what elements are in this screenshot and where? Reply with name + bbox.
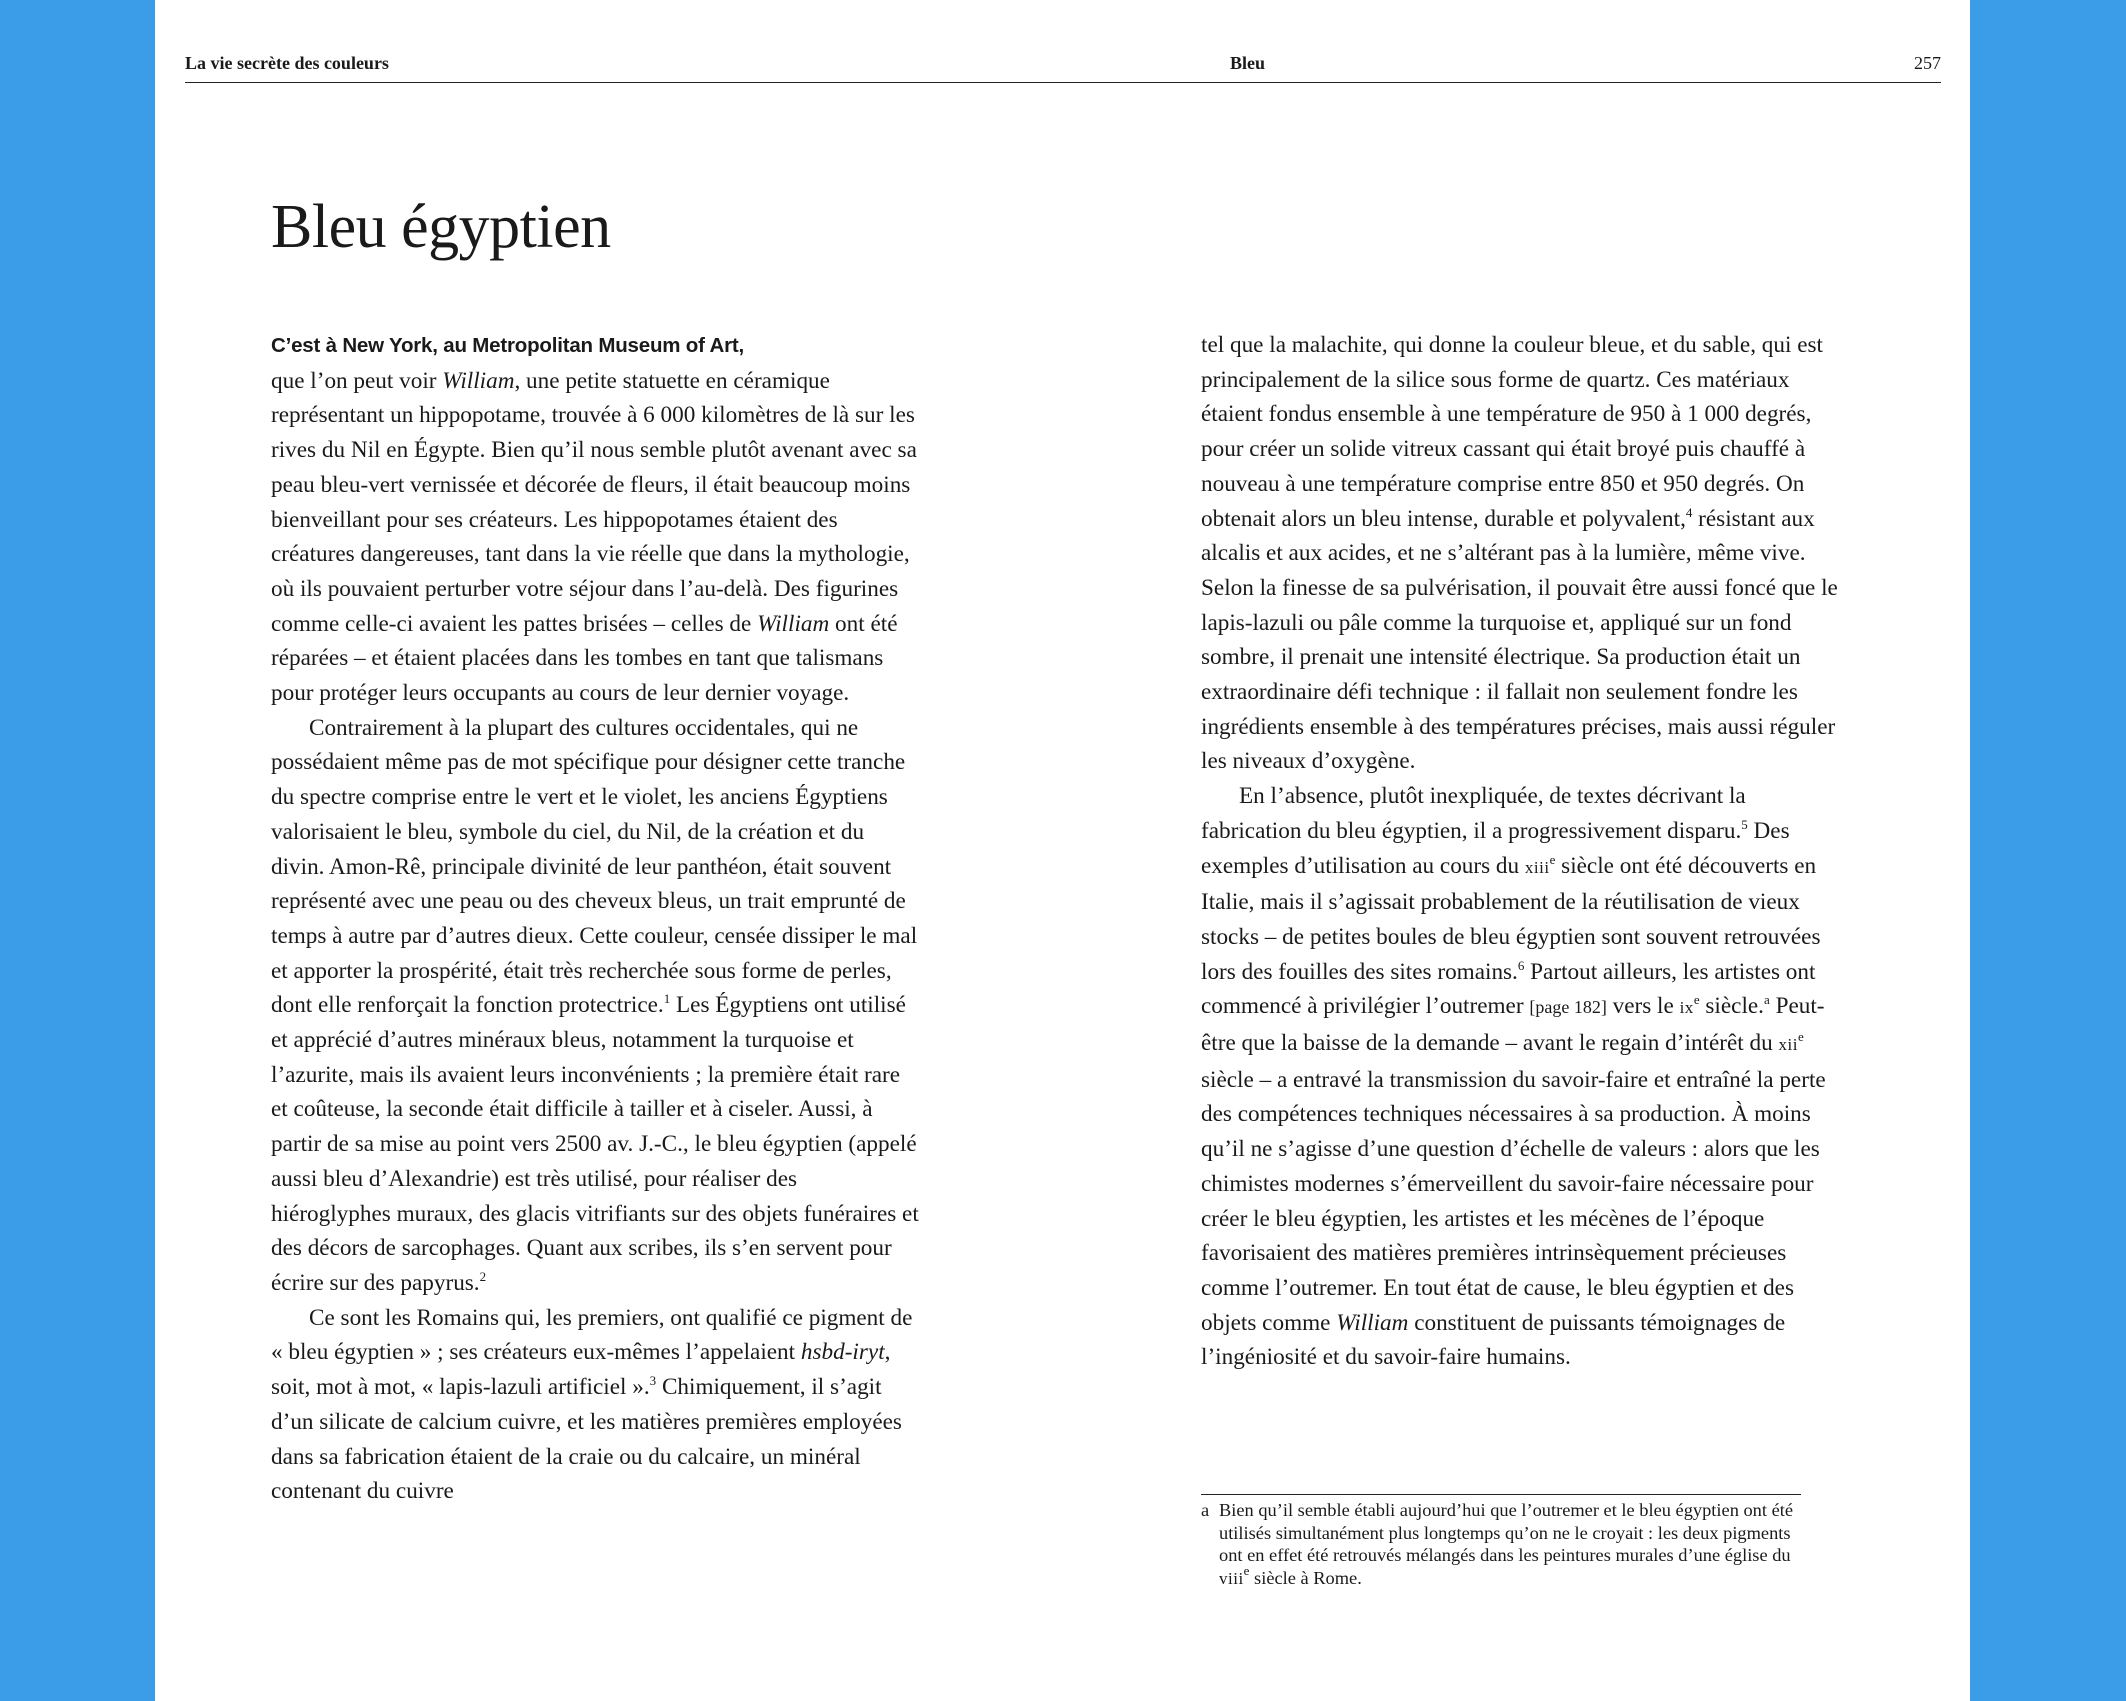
text-run: ont été réparées – et étaient placées dans les tombes en tant que talismans pour protéger leurs occupants au cours de leur dernier voyage. — [271, 610, 898, 707]
century-suffix: e — [1549, 851, 1556, 867]
text-run: Peut-être que la baisse de la demande – avant le regain d’intérêt du — [1201, 993, 1825, 1057]
text-run: , soit, mot à mot, « lapis-lazuli artificiel ». — [271, 1339, 891, 1401]
text-run: siècle – a entravé la transmission du savoir-faire et entraîné la perte des compétences techniques nécessaires à sa production. À moins qu’il ne s’agisse d’une question d’échelle de valeurs : alors que les chimistes modernes s’émerveillent du savoir-faire nécessaire pour créer le bleu égyptien, les artistes et les mécènes de l’époque favorisaient des matières premières intrinsèquement précieuses comme l’outremer. En tout état de cause, le bleu égyptien et des objets comme — [1201, 1066, 1826, 1336]
text-run: , une petite statuette en céramique représentant un hippopotame, trouvée à 6 000 kilomètres de là sur les rives du Nil en Égypte. Bien qu’il nous semble plutôt avenant avec sa peau bleu-vert vernissée et décorée de fleurs, il était beaucoup moins bienveillant pour ses créateurs. Les hippopotames étaient des créatures dangereuses, tant dans la vie réelle que dans la mythologie, où ils pouvaient perturber votre séjour dans l’au-delà. Des figurines comme celle-ci avaient les pattes brisées – celles de — [271, 367, 917, 637]
text-run: résistant aux alcalis et aux acides, et ne s’altérant pas à la lumière, même vive. Selon la finesse de sa pulvérisation, il pouvait être aussi foncé que le lapis-lazuli ou pâle comme la turquoise et, appliqué sur un fond sombre, il prenait une intensité électrique. Sa production était un extraordinaire défi technique : il fallait non seulement fondre les ingrédients ensemble à des températures précises, mais aussi réguler les niveaux d’oxygène. — [1201, 505, 1838, 775]
century-numeral: viii — [1219, 1568, 1244, 1588]
text-run: siècle à Rome. — [1249, 1567, 1362, 1588]
running-head — [185, 50, 1941, 83]
note-ref-a: a — [1763, 992, 1770, 1008]
note-ref-6: 6 — [1517, 957, 1525, 973]
egyptian-term: hsbd-iryt — [800, 1339, 885, 1366]
note-ref-4: 4 — [1685, 504, 1693, 520]
artwork-title: William — [1336, 1309, 1409, 1336]
text-run: Des exemples d’utilisation au cours du — [1201, 817, 1790, 879]
text-run: tel que la malachite, qui donne la couleur bleue, et du sable, qui est principalement de la silice sous forme de quartz. Ces matériaux étaient fondus ensemble à une température de 950 à 1 000 degrés, pour créer un solide vitreux cassant qui était broyé puis chauffé à nouveau à une température comprise entre 850 et 950 degrés. On obtenait alors un bleu intense, durable et polyvalent, — [1201, 332, 1823, 532]
paragraph-4 — [1201, 328, 1851, 779]
text-run: Les Égyptiens ont utilisé et apprécié d’autres minéraux bleus, notamment la turquoise et l’azurite, mais ils avaient leurs inconvénients ; la première était rare et coûteuse, la seconde était difficile à tailler et à ciseler. Aussi, à partir de sa mise au point vers 2500 av. J.-C., le bleu égyptien (appelé aussi bleu d’Alexandrie) est très utilisé, pour réaliser des hiéroglyphes muraux, des glacis vitrifiants sur des objets funéraires et des décors de sarcophages. Quant aux scribes, ils s’en servent pour écrire sur des papyrus. — [271, 992, 919, 1296]
left-column — [271, 328, 921, 1509]
century-suffix: e — [1797, 1029, 1804, 1045]
text-run: constituent de puissants témoignages de l’ingéniosité et du savoir-faire humains. — [1201, 1309, 1786, 1371]
text-run: vers le — [1606, 993, 1680, 1020]
note-ref-3: 3 — [649, 1373, 657, 1389]
text-run: siècle ont été découverts en Italie, mais il s’agissait probablement de la réutilisation de vieux stocks – de petites boules de bleu égyptien sont souvent retrouvées lors des fouilles des sites romains. — [1201, 852, 1821, 985]
text-run: Chimiquement, il s’agit d’un silicate de calcium cuivre, et les matières premières employées dans sa fabrication étaient de la craie ou du calcaire, un minéral contenant du cuivre — [271, 1374, 902, 1505]
text-run: siècle. — [1699, 993, 1764, 1020]
paragraph-5 — [1201, 779, 1851, 1375]
lead-in: C’est à New York, au Metropolitan Museum of Art, — [271, 334, 744, 357]
footnote-marker: a — [1201, 1500, 1210, 1520]
century-suffix: e — [1693, 992, 1700, 1008]
note-ref-1: 1 — [663, 991, 671, 1007]
text-run: Bien qu’il semble établi aujourd’hui que l’outremer et le bleu égyptien ont été utilisés simultanément plus longtemps qu’on ne le croyait : les deux pigments ont en effet été retrouvés mélangés dans les peintures murales d’une église du — [1219, 1500, 1794, 1565]
page-reference: [page 182] — [1529, 997, 1607, 1018]
text-run: En l’absence, plutôt inexpliquée, de textes décrivant la fabrication du bleu égyptien, il a progressivement disparu. — [1201, 783, 1746, 844]
paragraph-1 — [271, 328, 921, 711]
text-run: que l’on peut voir — [271, 367, 443, 394]
text-run: Contrairement à la plupart des cultures occidentales, qui ne possédaient même pas de mot spécifique pour désigner cette tranche du spectre comprise entre le vert et le violet, les anciens Égyptiens valorisaient le bleu, symbole du ciel, du Nil, de la création et du divin. Amon-Rê, principale divinité de leur panthéon, était souvent représenté avec une peau ou des cheveux bleus, un trait emprunté de temps à autre par d’autres dieux. Cette couleur, censée dissiper le mal et apporter la prospérité, était très recherchée sous forme de perles, dont elle renforçait la fonction protectrice. — [271, 714, 918, 1019]
century-numeral: xii — [1778, 1035, 1798, 1055]
footnote — [1201, 1494, 1801, 1590]
book-spread-page — [155, 0, 1970, 1701]
paragraph-3 — [271, 1301, 921, 1509]
century-numeral: ix — [1679, 998, 1694, 1018]
note-ref-2: 2 — [479, 1268, 487, 1284]
right-column — [1201, 328, 1851, 1375]
chapter-title: Bleu égyptien — [271, 193, 611, 261]
century-suffix: e — [1243, 1562, 1250, 1578]
note-ref-5: 5 — [1741, 816, 1748, 832]
page-number: 257 — [1914, 53, 1941, 73]
artwork-title: William — [757, 610, 830, 637]
text-run: Ce sont les Romains qui, les premiers, ont qualifié ce pigment de « bleu égyptien » ; ses créateurs eux-mêmes l’appelaient — [271, 1304, 913, 1366]
footnote-text — [1219, 1499, 1801, 1590]
artwork-title: William — [442, 367, 515, 394]
book-title: La vie secrète des couleurs — [185, 53, 389, 73]
century-numeral: xiii — [1524, 857, 1550, 877]
text-run: Partout ailleurs, les artistes ont commencé à privilégier l’outremer — [1201, 958, 1816, 1020]
section-title: Bleu — [1230, 53, 1266, 73]
paragraph-2 — [271, 711, 921, 1301]
